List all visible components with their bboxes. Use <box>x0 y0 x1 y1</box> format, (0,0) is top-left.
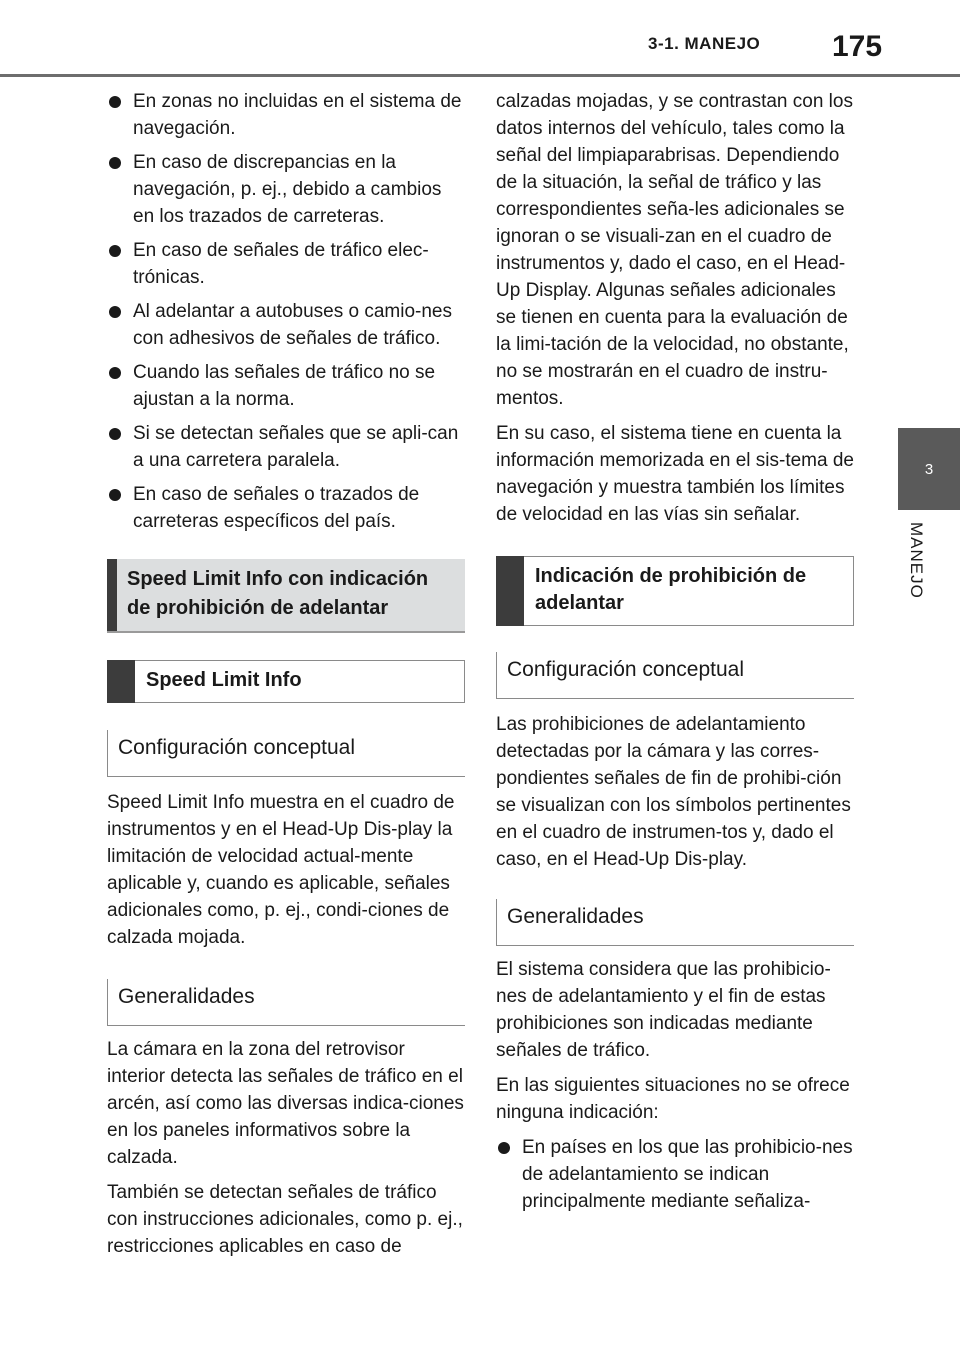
header-rule <box>0 74 960 77</box>
list-item: En caso de discrepancias en la navegación, p. ej., debido a cambios en los trazados de carreteras. <box>107 149 465 230</box>
topic-heading: Generalidades <box>496 899 854 946</box>
body-paragraph: calzadas mojadas, y se contrastan con los datos internos del vehículo, tales como la señal del limpiaparabrisas. Dependiendo de la situación, la señal de tráfico y las correspondientes seña-les adicionales se ignoran o se visuali-zan en el cuadro de instrumentos y, dado el caso, en el Head-Up Display. Algunas señales adicionales se tienen en cuenta para la evaluación de la limi-tación de la velocidad, no obstante, no se mostrarán en el cuadro de instru-mentos. <box>496 91 853 409</box>
body-paragraph: La cámara en la zona del retrovisor interior detecta las señales de tráfico en el arcén, así como las diversas indica-ciones en los paneles informativos sobre la calzada. <box>107 1039 464 1168</box>
body-paragraph: En las siguientes situaciones no se ofrece ninguna indicación: <box>496 1075 850 1123</box>
list-item: En países en los que las prohibicio-nes de adelantamiento se indican principalmente mediante señaliza- <box>496 1134 854 1215</box>
list-item: En caso de señales o trazados de carreteras específicos del país. <box>107 481 465 535</box>
bullet-icon <box>109 428 121 440</box>
list-item: Al adelantar a autobuses o camio-nes con adhesivos de señales de tráfico. <box>107 298 465 352</box>
bullet-icon <box>109 96 121 108</box>
list-item: Si se detectan señales que se apli-can a una carretera paralela. <box>107 420 465 474</box>
chapter-tab: 3 <box>898 428 960 510</box>
chapter-tab-label: MANEJO <box>907 522 926 599</box>
bullet-icon <box>498 1142 510 1154</box>
topic-heading: Generalidades <box>107 979 465 1026</box>
section-heading: Speed Limit Info con indicación de prohibición de adelantar <box>107 559 465 633</box>
topic-heading: Configuración conceptual <box>107 730 465 777</box>
body-paragraph: El sistema considera que las prohibicio-nes de adelantamiento y el fin de estas prohibiciones son indicadas mediante señales de tráfico. <box>496 959 831 1061</box>
bullet-icon <box>109 306 121 318</box>
body-paragraph: En su caso, el sistema tiene en cuenta la información memorizada en el sis-tema de navegación y muestra también los límites de velocidad en las vías sin señalar. <box>496 423 854 525</box>
body-paragraph: También se detectan señales de tráfico con instrucciones adicionales, como p. ej., restricciones aplicables en caso de <box>107 1182 463 1257</box>
header-section: 3-1. MANEJO <box>648 34 761 53</box>
page-number: 175 <box>832 30 883 63</box>
bullet-icon <box>109 367 121 379</box>
bullet-icon <box>109 489 121 501</box>
list-item: En caso de señales de tráfico elec-trónicas. <box>107 237 465 291</box>
right-column <box>496 88 854 1222</box>
left-column <box>107 88 465 1268</box>
heading-bar <box>107 559 117 631</box>
body-paragraph: Las prohibiciones de adelantamiento detectadas por la cámara y las corres-pondientes señales de fin de prohibi-ción se visualizan con los símbolos pertinentes en el cuadro de instrumen-tos y, dado el caso, en el Head-Up Dis-play. <box>496 714 851 870</box>
bullet-icon <box>109 157 121 169</box>
body-paragraph: Speed Limit Info muestra en el cuadro de instrumentos y en el Head-Up Dis-play la limitación de velocidad actual-mente aplicable y, cuando es aplicable, señales adicionales como, p. ej., condi-ciones de calzada mojada. <box>107 792 455 948</box>
heading-bar <box>496 556 524 626</box>
list-item: En zonas no incluidas en el sistema de navegación. <box>107 88 465 142</box>
subsection-heading: Speed Limit Info <box>107 660 465 703</box>
heading-bar <box>107 660 135 703</box>
topic-heading: Configuración conceptual <box>496 652 854 699</box>
list-item: Cuando las señales de tráfico no se ajustan a la norma. <box>107 359 465 413</box>
subsection-heading: Indicación de prohibición de adelantar <box>496 556 854 626</box>
bullet-icon <box>109 245 121 257</box>
